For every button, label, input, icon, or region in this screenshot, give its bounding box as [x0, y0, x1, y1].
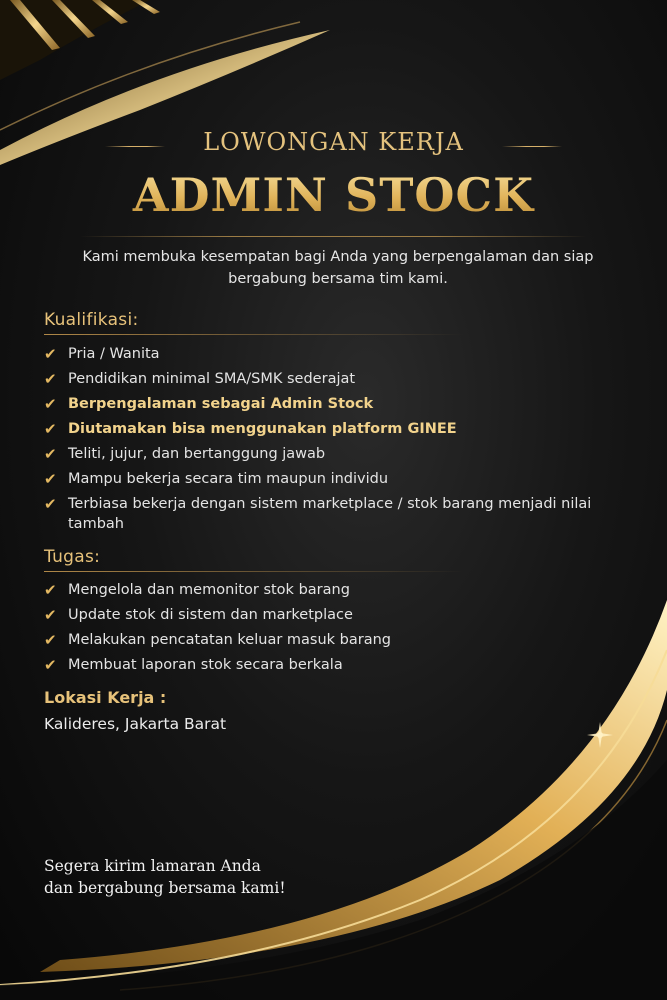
check-icon: ✔ [44, 395, 57, 413]
tasks-heading: Tugas: [44, 547, 101, 567]
list-item-text: Teliti, jujur, dan bertanggung jawab [68, 446, 326, 462]
check-icon: ✔ [44, 656, 57, 674]
check-icon: ✔ [44, 581, 57, 599]
qualifications-divider [44, 334, 464, 335]
check-icon: ✔ [44, 420, 57, 438]
call-to-action [44, 855, 364, 899]
list-item [44, 655, 624, 675]
list-item-text: Membuat laporan stok secara berkala [68, 657, 343, 673]
check-icon: ✔ [44, 345, 57, 363]
tasks-list [44, 580, 624, 680]
qualifications-list [44, 344, 624, 539]
list-item-text: Update stok di sistem dan marketplace [68, 607, 353, 623]
list-item-text: Terbiasa bekerja dengan sistem marketplace / stok barang menjadi nilai tambah [68, 496, 592, 532]
list-item-text: Pendidikan minimal SMA/SMK sederajat [68, 371, 356, 387]
list-item [44, 580, 624, 600]
check-icon: ✔ [44, 495, 57, 513]
check-icon: ✔ [44, 445, 57, 463]
list-item-text: Mengelola dan memonitor stok barang [68, 582, 350, 598]
intro-text: Kami membuka kesempatan bagi Anda yang berpengalaman dan siap bergabung bersama tim kami. [82, 249, 594, 287]
location-value: Kalideres, Jakarta Barat [44, 715, 227, 733]
list-item [44, 630, 624, 650]
list-item [44, 444, 624, 464]
tasks-divider [44, 571, 464, 572]
cta-line-2: dan bergabung bersama kami! [44, 879, 286, 897]
check-icon: ✔ [44, 470, 57, 488]
title-divider [80, 236, 587, 237]
list-item [44, 394, 624, 414]
list-item-text: Pria / Wanita [68, 346, 160, 362]
list-item-text: Melakukan pencatatan keluar masuk barang [68, 632, 391, 648]
list-item [44, 419, 624, 439]
list-item [44, 605, 624, 625]
check-icon: ✔ [44, 631, 57, 649]
cta-line-1: Segera kirim lamaran Anda [44, 857, 261, 875]
list-item-text: Mampu bekerja secara tim maupun individu [68, 471, 389, 487]
check-icon: ✔ [44, 370, 57, 388]
list-item [44, 469, 624, 489]
poster-title: ADMIN STOCK [0, 168, 667, 222]
check-icon: ✔ [44, 606, 57, 624]
list-item [44, 494, 624, 534]
list-item [44, 369, 624, 389]
list-item [44, 344, 624, 364]
location-label: Lokasi Kerja : [44, 688, 167, 707]
poster-subtitle: LOWONGAN KERJA [203, 128, 464, 156]
qualifications-heading: Kualifikasi: [44, 310, 139, 330]
list-item-text: Berpengalaman sebagai Admin Stock [68, 396, 374, 412]
list-item-text: Diutamakan bisa menggunakan platform GINEE [68, 421, 457, 437]
